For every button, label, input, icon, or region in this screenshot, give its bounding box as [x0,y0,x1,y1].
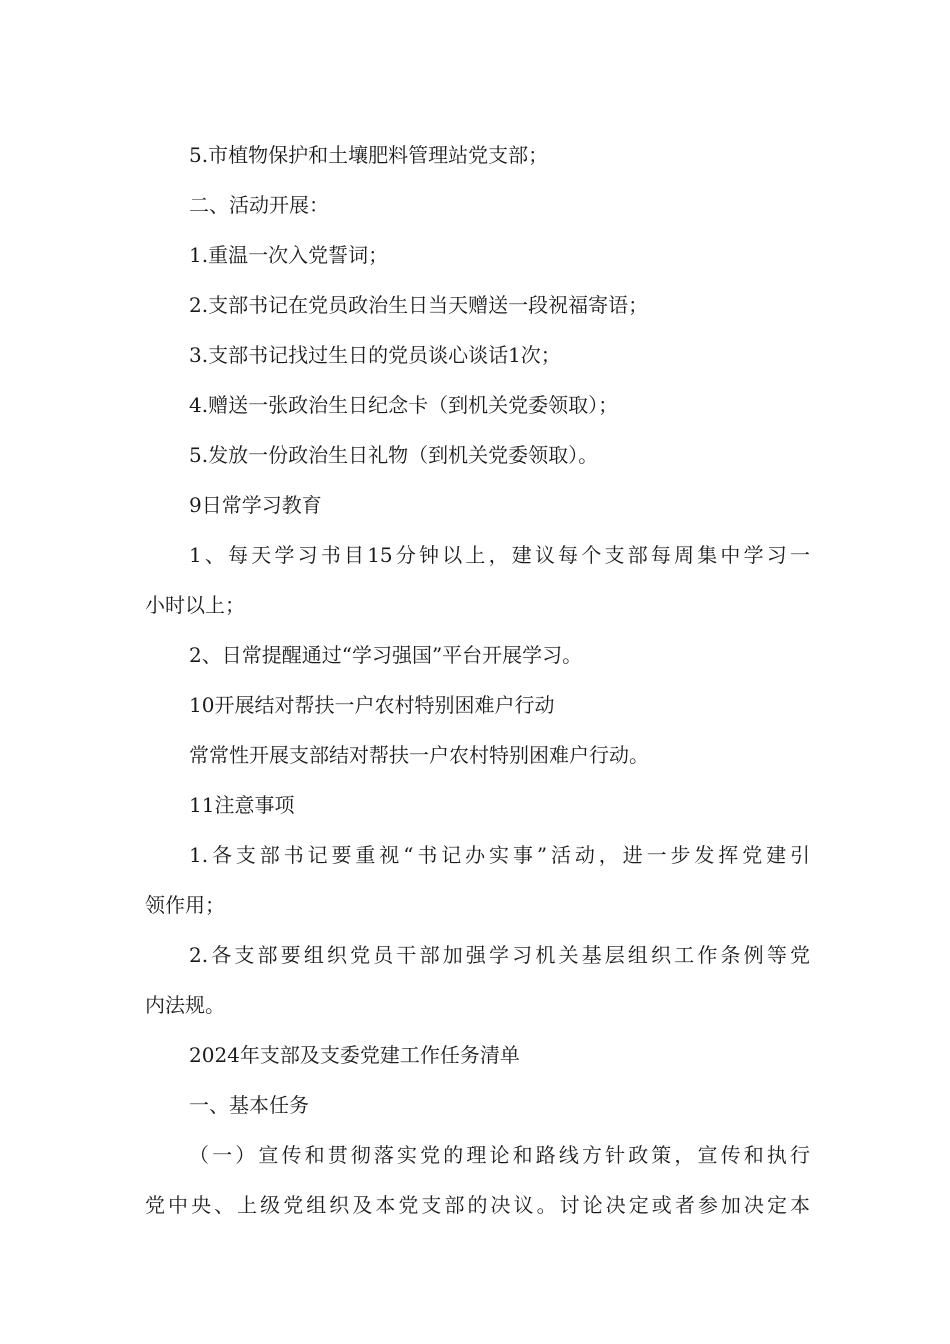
list-item: 2、日常提醒通过“学习强国”平台开展学习。 [189,643,583,667]
section-heading: 10开展结对帮扶一户农村特别困难户行动 [189,693,555,717]
paragraph-line: 常常性开展支部结对帮扶一户农村特别困难户行动。 [189,743,649,767]
text-line: 5.市植物保护和土壤肥料管理站党支部； [189,143,549,167]
document-title: 2024年支部及支委党建工作任务清单 [189,1043,520,1067]
list-item: 4.赠送一张政治生日纪念卡（到机关党委领取）； [189,393,619,417]
document-body [145,130,810,1230]
paragraph-line: 2.各支部要组织党员干部加强学习机关基层组织工作条例等党 [189,943,810,967]
list-item: 3.支部书记找过生日的党员谈心谈话1次； [189,343,561,367]
paragraph-line: 小时以上； [145,593,245,617]
list-item: 1.重温一次入党誓词； [189,243,389,267]
section-heading: 一、基本任务 [189,1093,309,1117]
list-item: 2.支部书记在党员政治生日当天赠送一段祝福寄语； [189,293,649,317]
paragraph-line: 党中央、上级党组织及本党支部的决议。讨论决定或者参加决定本 [145,1193,810,1217]
list-item: 5.发放一份政治生日礼物（到机关党委领取）。 [189,443,599,467]
paragraph-line: 内法规。 [145,993,225,1017]
paragraph-line: （一）宣传和贯彻落实党的理论和路线方针政策，宣传和执行 [189,1143,810,1167]
paragraph-line: 1、每天学习书目15分钟以上，建议每个支部每周集中学习一 [189,543,810,567]
paragraph-line: 1.各支部书记要重视“书记办实事”活动，进一步发挥党建引 [189,843,810,867]
section-heading: 11注意事项 [189,793,295,817]
section-heading: 二、活动开展： [189,193,329,217]
paragraph-line: 领作用； [145,893,225,917]
section-heading: 9日常学习教育 [189,493,322,517]
